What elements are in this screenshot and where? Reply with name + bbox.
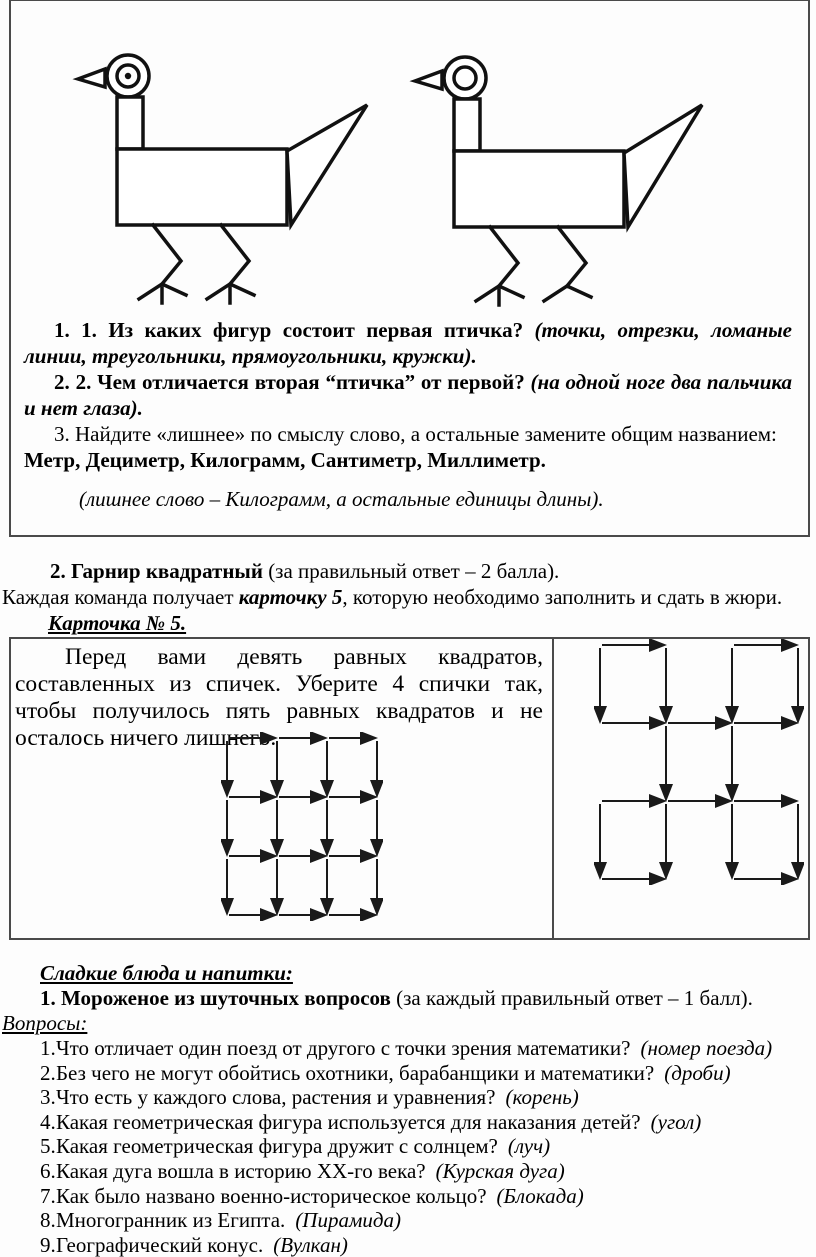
matchstick-puzzle-box [9,637,810,940]
list-item: 3.Что есть у каждого слова, растения и уравнения? (корень) [40,1085,579,1110]
question-3-text: 3. Найдите «лишнее» по смыслу слово, а остальные замените общим названием: [54,422,777,446]
list-item: 8.Многогранник из Египта. (Пирамида) [40,1208,401,1233]
bird-questions-block [11,317,808,512]
question-2-text: 2. 2. Чем отличается вторая “птичка” от первой? [54,370,525,394]
matchstick-grid-five-squares-solution [594,639,804,885]
list-item: 6.Какая дуга вошла в историю XX-го века? (Курская дуга) [40,1158,565,1183]
question-3-words: Метр, Дециметр, Килограмм, Сантиметр, Миллиметр. [24,448,546,472]
list-item: 9.Географический конус. (Вулкан) [40,1232,348,1257]
sweets-heading: Сладкие блюда и напитки: [40,961,293,985]
list-item: 2.Без чего не могут обойтись охотники, барабанщики и математики? (дроби) [40,1060,731,1085]
list-item: 7.Как было названо военно-историческое кольцо? (Блокада) [40,1183,584,1208]
matchstick-grid-nine-squares [221,732,383,921]
question-2 [24,369,792,421]
question-1-answer: (точки, отрезки, ломаные линии, треугольники, прямоугольники, кружки). [24,318,792,368]
top-task-box [9,0,810,537]
list-item: 4.Какая геометрическая фигура используется для наказания детей? (угол) [40,1109,702,1134]
section-2-line: Каждая команда получает карточку 5, которую необходимо заполнить и сдать в жюри. [2,585,783,609]
cell-divider [552,639,554,938]
sweets-subheading: 1. Мороженое из шуточных вопросов (за каждый правильный ответ – 1 балл). [40,986,753,1010]
question-3 [24,421,792,447]
matchstick-task-text: Перед вами девять равных квадратов, составленных из спичек. Уберите 4 спички так, чтобы получилось пять равных квадратов и не осталось ничего лишнего. [15,644,543,751]
list-item: 5.Какая геометрическая фигура дружит с солнцем? (луч) [40,1134,551,1159]
question-1-text: 1. 1. Из каких фигур состоит первая птичка? [54,318,524,342]
question-1 [24,317,792,369]
joke-questions-list [0,1036,816,1257]
section-2-title: 2. Гарнир квадратный (за правильный ответ – 2 балла). [50,559,560,583]
question-3-answer: (лишнее слово – Килограмм, а остальные единицы длины). [79,487,604,511]
question-2-answer: (на одной ноге два пальчика и нет глаза). [24,370,792,420]
questions-label: Вопросы: [2,1011,88,1035]
card-5-label: Карточка № 5. [48,611,187,635]
list-item: 1.Что отличает один поезд от другого с точки зрения математики? (номер поезда) [40,1036,773,1060]
section-2 [0,558,816,636]
sweets-section [0,961,816,1257]
